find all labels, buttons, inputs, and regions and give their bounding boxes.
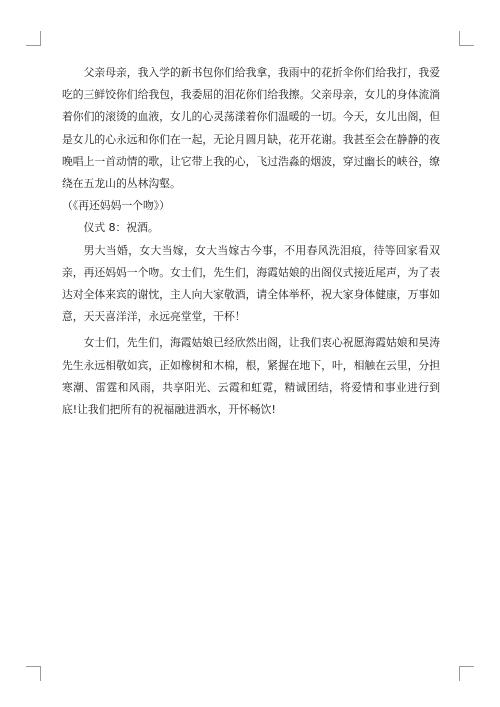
ceremony-heading: 仪式 8：祝酒。: [83, 221, 159, 235]
crop-mark-bottom-right: [459, 666, 474, 681]
crop-mark-top-left: [26, 31, 41, 46]
paragraph-toast: 男大当婚，女大当嫁，女大当嫁古今事，不用春风洗泪痕，待等回家看双亲，再还妈妈一个吻。女士们，先生们，海霞姑娘的出阁仪式接近尾声，为了表达对全体来宾的谢忱，主人向大家敬酒，请全体举杯，祝大家身体健康，万事如意，天天喜洋洋，永远亮堂堂，干杯！: [62, 243, 440, 324]
crop-mark-bottom-left: [26, 666, 41, 681]
paragraph-source-note: （《再还妈妈一个吻》）: [62, 199, 170, 213]
document-body: [62, 62, 440, 421]
paragraph-blessing: 女士们，先生们，海霞姑娘已经欣然出阁，让我们衷心祝愿海霞姑娘和昊涛先生永远相敬如宾，正如橡树和木棉，根，紧握在地下，叶，相触在云里，分担寒潮、雷霆和风雨，共享阳光、云霞和虹霓，精诚团结，将爱情和事业进行到底!让我们把所有的祝福融进酒水，开怀畅饮!: [62, 336, 440, 417]
crop-mark-top-right: [459, 31, 474, 46]
paragraph-parents: 父亲母亲，我入学的新书包你们给我拿，我雨中的花折伞你们给我打，我爱吃的三鲜饺你们给我包，我委屈的泪花你们给我擦。父亲母亲，女儿的身体流淌着你们的滚烫的血液，女儿的心灵荡漾着你们温暖的一切。今天，女儿出阁，但是女儿的心永远和你们在一起，无论月圆月缺，花开花谢。我甚至会在静静的夜晚唱上一首动情的歌，让它带上我的心，飞过浩淼的烟波，穿过幽长的峡谷，缭绕在五龙山的丛林沟壑。: [62, 66, 440, 191]
